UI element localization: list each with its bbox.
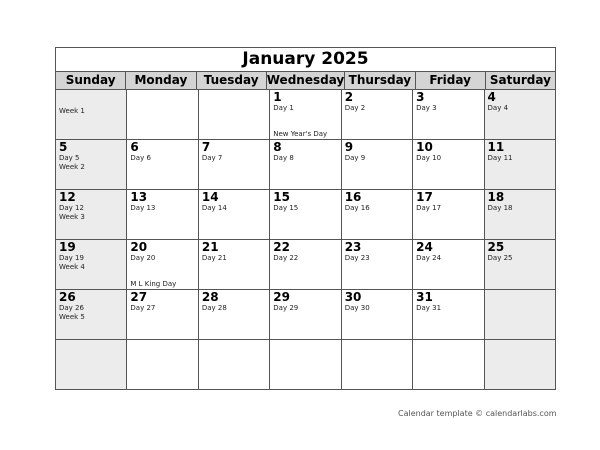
day-number: 21 (201, 240, 219, 254)
day-cell[interactable] (341, 90, 412, 139)
day-cell[interactable] (126, 190, 197, 239)
day-cell[interactable] (198, 290, 269, 339)
day-number: 13 (130, 190, 148, 204)
day-number: 20 (130, 240, 148, 254)
week-number: Week 4 (59, 263, 85, 271)
holiday-label: New Year's Day (273, 130, 328, 138)
day-cell[interactable] (412, 290, 483, 339)
day-number: 22 (273, 240, 290, 254)
week-number: Week 1 (59, 107, 85, 115)
day-cell[interactable] (269, 140, 340, 189)
weekday-sunday: Sunday (56, 72, 125, 89)
day-of-year: Day 11 (487, 154, 513, 162)
day-number: 29 (273, 290, 290, 304)
day-cell[interactable] (341, 290, 412, 339)
day-cell[interactable] (412, 140, 483, 189)
day-cell[interactable] (269, 90, 340, 139)
day-of-year: Day 1 (273, 104, 294, 112)
weekday-monday: Monday (125, 72, 195, 89)
day-cell[interactable] (126, 90, 197, 139)
day-of-year: Day 22 (273, 254, 299, 262)
calendar-title: January 2025 (56, 48, 555, 72)
day-cell[interactable] (341, 240, 412, 289)
day-number: 31 (416, 290, 433, 304)
week-number: Week 3 (59, 213, 85, 221)
day-of-year: Day 20 (130, 254, 156, 262)
day-of-year: Day 25 (487, 254, 513, 262)
day-number: 10 (416, 140, 433, 154)
week-number: Week 5 (59, 313, 85, 321)
day-number: 26 (59, 290, 76, 304)
day-of-year: Day 7 (201, 154, 223, 162)
day-of-year: Day 12 (59, 204, 84, 212)
day-number: 27 (130, 290, 148, 304)
day-number: 6 (130, 140, 139, 154)
day-of-year: Day 8 (273, 154, 294, 162)
weekday-friday: Friday (415, 72, 485, 89)
weekday-tuesday: Tuesday (196, 72, 266, 89)
week-row (56, 340, 555, 389)
day-cell[interactable] (198, 140, 269, 189)
day-of-year: Day 4 (487, 104, 509, 112)
day-of-year: Day 19 (59, 254, 84, 262)
footer-credit: Calendar template © calendarlabs.com (398, 409, 557, 418)
day-of-year: Day 29 (273, 304, 299, 312)
day-number: 5 (59, 140, 68, 154)
holiday-label: M L King Day (130, 280, 177, 288)
day-cell[interactable] (484, 290, 555, 339)
day-cell[interactable] (341, 340, 412, 389)
day-of-year: Day 14 (201, 204, 227, 212)
day-number: 2 (344, 90, 354, 104)
day-cell[interactable] (126, 290, 197, 339)
day-of-year: Day 23 (344, 254, 370, 262)
day-cell[interactable] (341, 190, 412, 239)
weekday-wednesday: Wednesday (266, 73, 345, 87)
day-cell[interactable] (412, 90, 483, 139)
day-of-year: Day 17 (416, 204, 442, 212)
day-cell[interactable] (484, 190, 555, 239)
day-cell[interactable] (56, 140, 126, 189)
day-of-year: Day 24 (416, 254, 442, 262)
day-cell[interactable] (198, 190, 269, 239)
day-number: 11 (487, 140, 505, 154)
day-cell[interactable] (56, 240, 126, 289)
day-of-year: Day 27 (130, 304, 156, 312)
day-of-year: Day 13 (130, 204, 156, 212)
day-number: 3 (416, 90, 425, 104)
day-cell[interactable] (484, 90, 555, 139)
day-number: 12 (59, 190, 76, 204)
day-cell[interactable] (56, 190, 126, 239)
day-cell[interactable] (56, 290, 126, 339)
week-row (56, 240, 555, 290)
week-row (56, 190, 555, 240)
day-cell[interactable] (126, 140, 197, 189)
week-row (56, 290, 555, 340)
week-row (56, 140, 555, 190)
day-of-year: Day 10 (416, 154, 442, 162)
day-of-year: Day 28 (201, 304, 227, 312)
day-cell[interactable] (412, 240, 483, 289)
day-number: 9 (344, 140, 354, 154)
day-number: 15 (273, 190, 290, 204)
day-number: 19 (59, 240, 76, 254)
day-cell[interactable] (56, 340, 126, 389)
day-number: 7 (201, 140, 211, 154)
calendar-grid (56, 90, 555, 389)
day-cell[interactable] (412, 340, 483, 389)
day-of-year: Day 26 (59, 304, 84, 312)
day-of-year: Day 16 (344, 204, 370, 212)
day-number: 30 (344, 290, 362, 304)
day-of-year: Day 3 (416, 104, 437, 112)
day-number: 16 (344, 190, 362, 204)
day-cell[interactable] (198, 90, 269, 139)
day-number: 25 (487, 240, 505, 254)
day-number: 23 (344, 240, 362, 254)
day-cell[interactable] (126, 340, 197, 389)
weekday-thursday: Thursday (344, 72, 414, 89)
day-number: 17 (416, 190, 433, 204)
day-of-year: Day 30 (344, 304, 370, 312)
day-cell[interactable] (484, 240, 555, 289)
day-cell[interactable] (269, 340, 340, 389)
day-cell[interactable] (269, 240, 340, 289)
weekday-header (56, 72, 555, 90)
day-cell[interactable] (198, 240, 269, 289)
day-of-year: Day 31 (416, 304, 442, 312)
day-of-year: Day 5 (59, 154, 80, 162)
day-number: 4 (487, 90, 496, 104)
day-cell[interactable] (484, 340, 555, 389)
day-cell[interactable] (412, 190, 483, 239)
day-of-year: Day 6 (130, 154, 151, 162)
week-row (56, 90, 555, 140)
day-of-year: Day 2 (344, 104, 366, 112)
day-number: 8 (273, 140, 282, 154)
day-cell[interactable] (269, 290, 340, 339)
day-cell[interactable] (341, 140, 412, 189)
day-of-year: Day 18 (487, 204, 513, 212)
weekday-saturday: Saturday (485, 72, 555, 89)
day-number: 18 (487, 190, 505, 204)
day-cell[interactable] (56, 90, 126, 139)
day-of-year: Day 15 (273, 204, 299, 212)
day-number: 1 (273, 90, 282, 104)
day-of-year: Day 9 (344, 154, 366, 162)
day-number: 28 (201, 290, 219, 304)
week-number: Week 2 (59, 163, 85, 171)
day-cell[interactable] (484, 140, 555, 189)
day-cell[interactable] (126, 240, 197, 289)
day-number: 24 (416, 240, 433, 254)
calendar (55, 47, 556, 390)
day-cell[interactable] (198, 340, 269, 389)
day-cell[interactable] (269, 190, 340, 239)
day-of-year: Day 21 (201, 254, 227, 262)
day-number: 14 (201, 190, 219, 204)
